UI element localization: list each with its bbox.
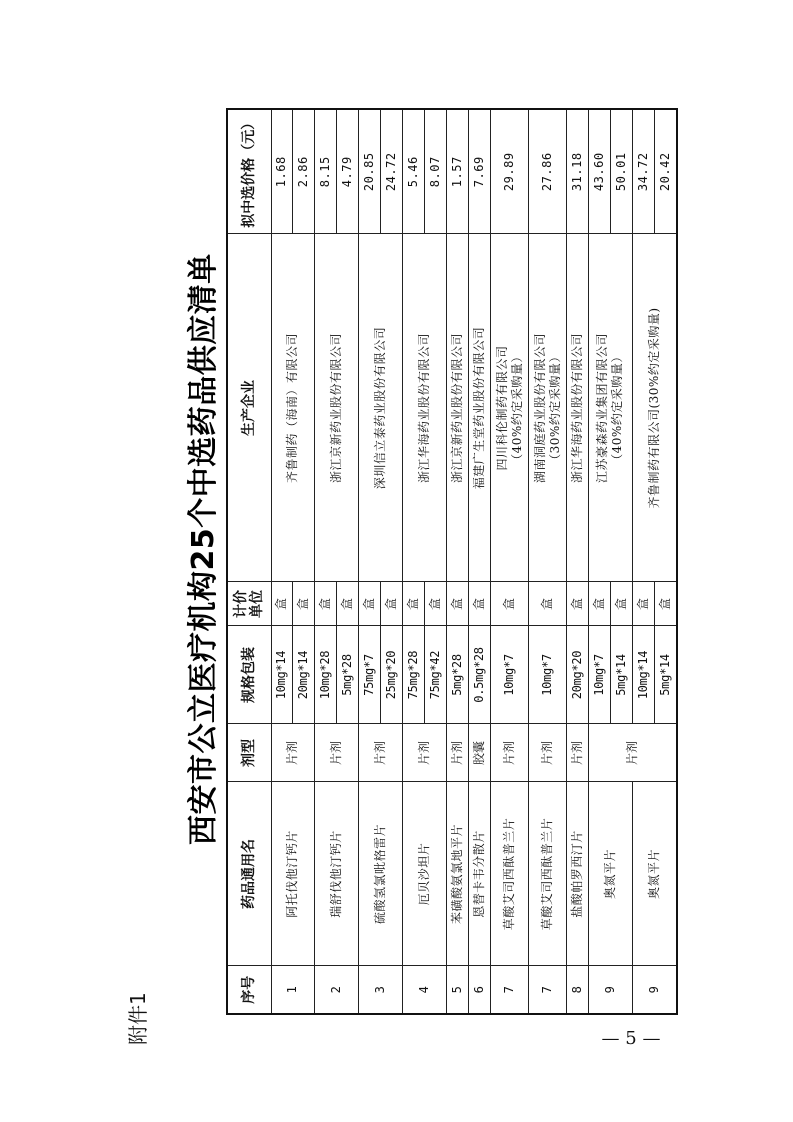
manufacturer-name: 湖南洞庭药业股份有限公司	[532, 333, 547, 484]
drug-table-container	[226, 110, 678, 1015]
manufacturer-note: （40%约定采购量）	[610, 350, 625, 466]
table-row	[529, 109, 567, 1014]
header-price: 拟中选价格（元）	[227, 109, 271, 234]
header-manufacturer: 生产企业	[227, 234, 271, 582]
seq-cell: 1	[271, 966, 315, 1014]
header-name: 药品通用名	[227, 782, 271, 966]
price-cell: 5.46	[403, 109, 425, 234]
manufacturer-note: （30%约定采购量）	[547, 350, 562, 466]
unit-cell: 盒	[654, 582, 677, 626]
price-cell: 20.42	[654, 109, 677, 234]
unit-cell: 盒	[610, 582, 632, 626]
manufacturer-name: 江苏豪森药业集团有限公司	[595, 333, 610, 484]
header-form: 剂型	[227, 724, 271, 782]
header-seq: 序号	[227, 966, 271, 1014]
spec-cell: 5mg*28	[447, 626, 469, 724]
table-row	[447, 109, 469, 1014]
unit-cell: 盒	[381, 582, 403, 626]
table-row	[632, 109, 654, 1014]
unit-cell: 盒	[425, 582, 447, 626]
form-cell: 片剂	[359, 724, 403, 782]
drug-name-cell: 奥氮平片	[632, 782, 677, 966]
unit-cell: 盒	[567, 582, 589, 626]
table-row	[588, 109, 610, 1014]
manufacturer-cell: 浙江华海药业股份有限公司	[567, 234, 589, 582]
document-title: 西安市公立医疗机构25个中选药品供应清单	[186, 253, 221, 845]
spec-cell: 20mg*14	[293, 626, 315, 724]
header-unit: 计价单位	[227, 582, 271, 626]
price-cell: 20.85	[359, 109, 381, 234]
price-cell: 7.69	[469, 109, 491, 234]
price-cell: 34.72	[632, 109, 654, 234]
form-cell: 片剂	[271, 724, 315, 782]
table-row	[491, 109, 529, 1014]
manufacturer-cell: 齐鲁制药（海南）有限公司	[271, 234, 315, 582]
annex-label: 附件1	[126, 992, 150, 1045]
table-row	[469, 109, 491, 1014]
form-cell: 片剂	[588, 724, 677, 782]
drug-name-cell: 阿托伐他汀钙片	[271, 782, 315, 966]
unit-cell: 盒	[632, 582, 654, 626]
manufacturer-cell: 浙江京新药业股份有限公司	[447, 234, 469, 582]
form-cell: 片剂	[403, 724, 447, 782]
spec-cell: 75mg*42	[425, 626, 447, 724]
drug-name-cell: 盐酸帕罗西汀片	[567, 782, 589, 966]
page-number: — 5 —	[601, 1028, 661, 1049]
unit-cell: 盒	[491, 582, 529, 626]
spec-cell: 10mg*7	[491, 626, 529, 724]
seq-cell: 7	[491, 966, 529, 1014]
table-header-row	[227, 109, 271, 1014]
drug-name-cell: 草酸艾司西酞普兰片	[491, 782, 529, 966]
price-cell: 29.89	[491, 109, 529, 234]
form-cell: 片剂	[315, 724, 359, 782]
drug-name-cell: 苯磺酸氨氯地平片	[447, 782, 469, 966]
drug-name-cell: 奥氮平片	[588, 782, 632, 966]
spec-cell: 5mg*14	[610, 626, 632, 724]
price-cell: 1.68	[271, 109, 293, 234]
table-row	[271, 109, 293, 1014]
unit-cell: 盒	[315, 582, 337, 626]
form-cell: 片剂	[529, 724, 567, 782]
price-cell: 43.60	[588, 109, 610, 234]
table-row	[567, 109, 589, 1014]
spec-cell: 5mg*28	[337, 626, 359, 724]
spec-cell: 5mg*14	[654, 626, 677, 724]
seq-cell: 4	[403, 966, 447, 1014]
spec-cell: 75mg*28	[403, 626, 425, 724]
spec-cell: 0.5mg*28	[469, 626, 491, 724]
manufacturer-cell	[491, 234, 529, 582]
price-cell: 24.72	[381, 109, 403, 234]
seq-cell: 7	[529, 966, 567, 1014]
seq-cell: 9	[632, 966, 677, 1014]
manufacturer-cell: 浙江京新药业股份有限公司	[315, 234, 359, 582]
table-row	[403, 109, 425, 1014]
price-cell: 8.15	[315, 109, 337, 234]
seq-cell: 6	[469, 966, 491, 1014]
price-cell: 27.86	[529, 109, 567, 234]
table-row	[359, 109, 381, 1014]
header-spec: 规格包装	[227, 626, 271, 724]
price-cell: 8.07	[425, 109, 447, 234]
drug-name-cell: 瑞舒伐他汀钙片	[315, 782, 359, 966]
form-cell: 胶囊	[469, 724, 491, 782]
drug-name-cell: 厄贝沙坦片	[403, 782, 447, 966]
form-cell: 片剂	[567, 724, 589, 782]
seq-cell: 3	[359, 966, 403, 1014]
price-cell: 31.18	[567, 109, 589, 234]
manufacturer-name: 四川科伦制药有限公司	[494, 345, 509, 471]
spec-cell: 10mg*7	[529, 626, 567, 724]
price-cell: 50.01	[610, 109, 632, 234]
manufacturer-cell: 齐鲁制药有限公司(30%约定采购量)	[632, 234, 677, 582]
manufacturer-cell	[529, 234, 567, 582]
manufacturer-cell: 深圳信立泰药业股份有限公司	[359, 234, 403, 582]
spec-cell: 10mg*7	[588, 626, 610, 724]
manufacturer-cell	[588, 234, 632, 582]
price-cell: 4.79	[337, 109, 359, 234]
price-cell: 2.86	[293, 109, 315, 234]
manufacturer-cell: 浙江华海药业股份有限公司	[403, 234, 447, 582]
spec-cell: 20mg*20	[567, 626, 589, 724]
drug-supply-table	[226, 108, 678, 1015]
unit-cell: 盒	[403, 582, 425, 626]
unit-cell: 盒	[447, 582, 469, 626]
unit-cell: 盒	[529, 582, 567, 626]
spec-cell: 75mg*7	[359, 626, 381, 724]
spec-cell: 10mg*14	[632, 626, 654, 724]
unit-cell: 盒	[293, 582, 315, 626]
spec-cell: 10mg*28	[315, 626, 337, 724]
drug-name-cell: 恩替卡韦分散片	[469, 782, 491, 966]
spec-cell: 25mg*20	[381, 626, 403, 724]
form-cell: 片剂	[447, 724, 469, 782]
seq-cell: 5	[447, 966, 469, 1014]
unit-cell: 盒	[337, 582, 359, 626]
unit-cell: 盒	[469, 582, 491, 626]
unit-cell: 盒	[588, 582, 610, 626]
seq-cell: 2	[315, 966, 359, 1014]
drug-name-cell: 草酸艾司西酞普兰片	[529, 782, 567, 966]
unit-cell: 盒	[271, 582, 293, 626]
seq-cell: 9	[588, 966, 632, 1014]
unit-cell: 盒	[359, 582, 381, 626]
manufacturer-cell: 福建广生堂药业股份有限公司	[469, 234, 491, 582]
spec-cell: 10mg*14	[271, 626, 293, 724]
form-cell: 片剂	[491, 724, 529, 782]
manufacturer-note: （40%约定采购量）	[509, 350, 524, 466]
seq-cell: 8	[567, 966, 589, 1014]
drug-name-cell: 硫酸氢氯吡格雷片	[359, 782, 403, 966]
price-cell: 1.57	[447, 109, 469, 234]
table-row	[315, 109, 337, 1014]
